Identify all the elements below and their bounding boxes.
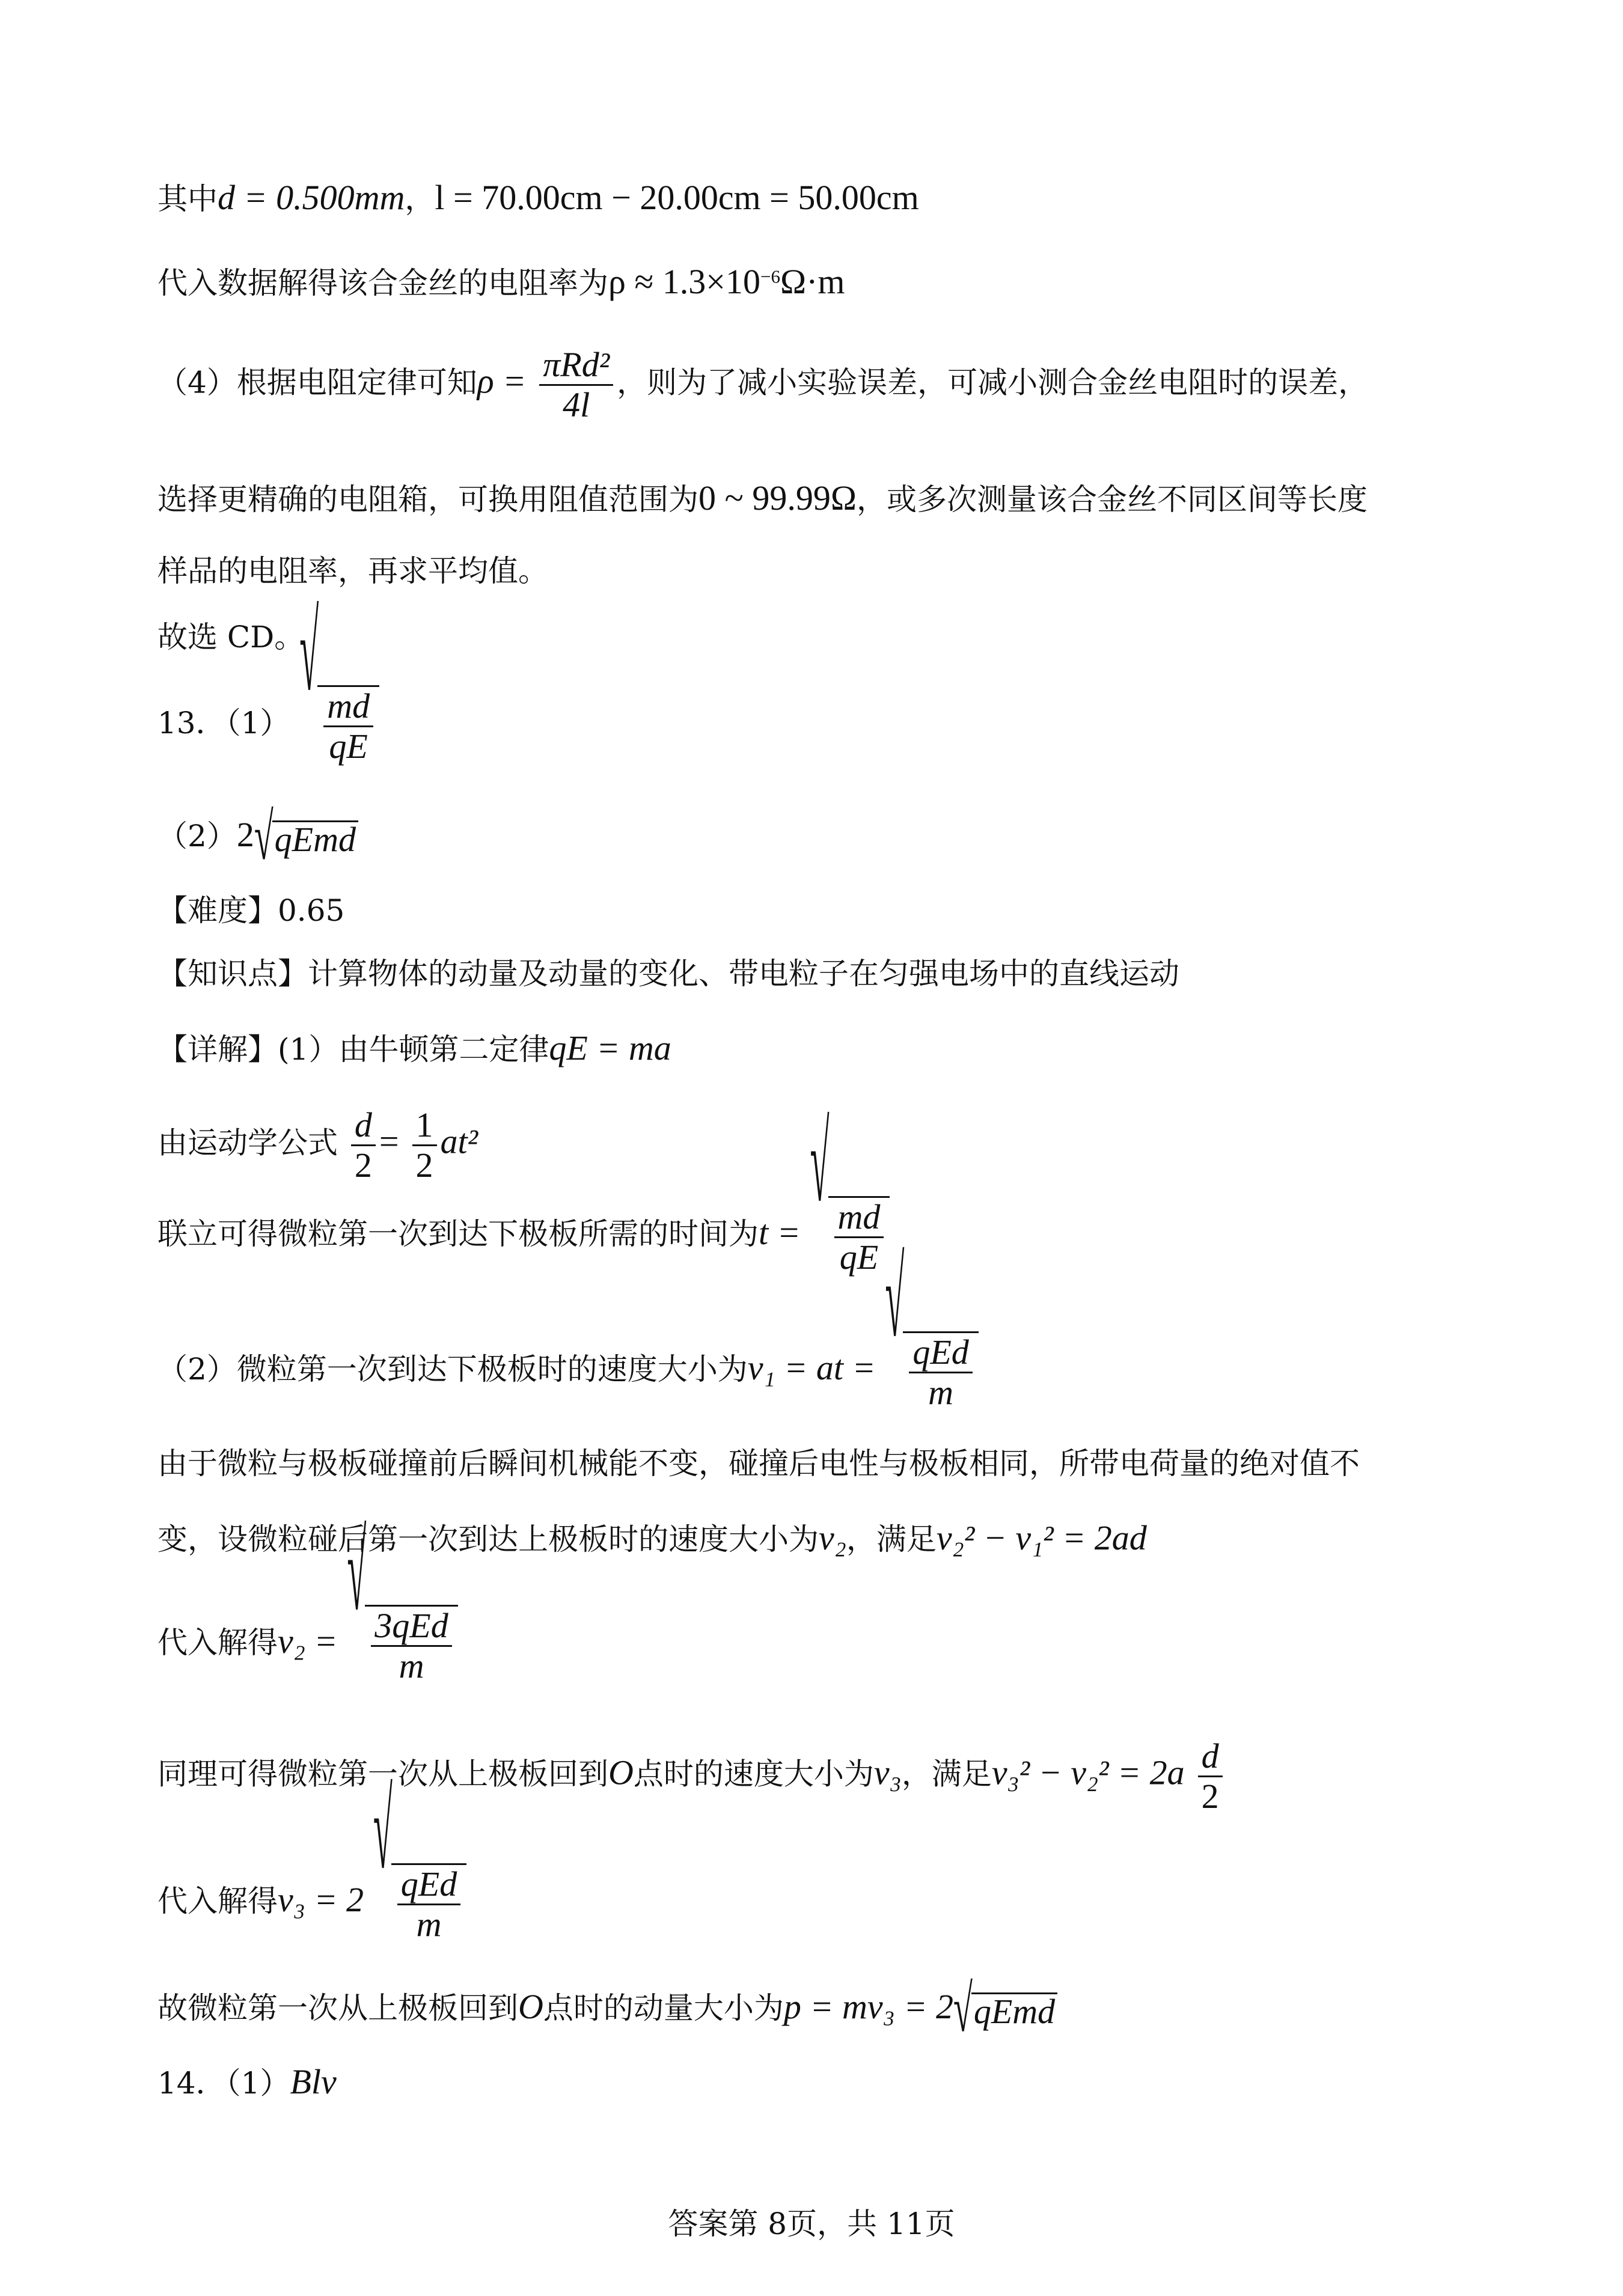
text: 代入解得 bbox=[157, 1883, 278, 1919]
variable: v₃ bbox=[873, 1753, 902, 1792]
text: 样品的电阻率，再求平均值。 bbox=[157, 554, 548, 588]
fraction-half bbox=[412, 1106, 437, 1185]
numerator: qEd bbox=[909, 1333, 972, 1373]
text: 联立可得微粒第一次到达下极板所需的时间为 bbox=[157, 1216, 759, 1251]
text: 同理可得微粒第一次从上极板回到 bbox=[157, 1756, 608, 1792]
line-6 bbox=[157, 620, 305, 655]
text: 代入解得 bbox=[157, 1625, 278, 1660]
text: 【详解】(1）由牛顿第二定律 bbox=[157, 1032, 549, 1067]
sqrt-3qed-m: √ $\frac{\text{3qEd}}{m}$ bbox=[347, 1605, 457, 1685]
numerator: πRd² bbox=[539, 346, 613, 386]
text: 由运动学公式 bbox=[157, 1125, 338, 1161]
numerator: d bbox=[351, 1106, 376, 1146]
numerator: 1 bbox=[412, 1106, 437, 1146]
radicand: qEmd bbox=[971, 1992, 1057, 2029]
fraction-rho bbox=[539, 346, 613, 424]
formula: v₃² − v₂² = 2a bbox=[991, 1753, 1185, 1792]
text: 其中 bbox=[157, 182, 218, 216]
line-15 bbox=[157, 1446, 1360, 1481]
point-o: O bbox=[608, 1753, 634, 1792]
denominator: 4l bbox=[563, 385, 590, 424]
sqrt-qemd: √ qEmd bbox=[254, 820, 358, 857]
line-17 bbox=[157, 1509, 458, 1685]
formula: v₁ = at = bbox=[747, 1348, 876, 1387]
line-16 bbox=[157, 1518, 1147, 1557]
unit: Ω·m bbox=[780, 262, 845, 301]
line-2 bbox=[157, 264, 845, 299]
denominator: m bbox=[928, 1372, 954, 1412]
text: 变，设微粒碰后第一次到达上极板时的速度大小为 bbox=[157, 1522, 819, 1557]
line-10 bbox=[157, 956, 1179, 991]
formula: v₂ = bbox=[278, 1621, 338, 1661]
line-19 bbox=[157, 1767, 466, 1944]
text: 点时的速度大小为 bbox=[633, 1756, 874, 1792]
text: （4）根据电阻定律可知 bbox=[157, 365, 477, 400]
range: 0 ~ 99.99Ω bbox=[698, 478, 857, 518]
text: ，满足 bbox=[901, 1756, 992, 1792]
variable: v₂ bbox=[819, 1518, 846, 1557]
text: ，则为了减小实验误差，可减小测合金丝电阻时的误差， bbox=[617, 365, 1369, 400]
text: 点时的动量大小为 bbox=[543, 1991, 784, 2026]
text: 选择更精确的电阻箱，可换用阻值范围为 bbox=[157, 482, 698, 517]
denominator: qE bbox=[839, 1237, 879, 1277]
text: 13．（1） bbox=[157, 705, 290, 740]
text: ， bbox=[405, 182, 435, 216]
denominator: 2 bbox=[354, 1145, 372, 1185]
line-1 bbox=[157, 180, 919, 215]
numerator: d bbox=[1198, 1737, 1223, 1777]
numerator: qEd bbox=[397, 1865, 460, 1905]
radicand: qEmd bbox=[272, 820, 358, 857]
sqrt-qemd: √ qEmd bbox=[953, 1992, 1057, 2029]
formula: v₃ = 2 bbox=[278, 1879, 364, 1919]
line-14 bbox=[157, 1235, 979, 1412]
formula-rho: ρ ≈ 1.3×10 bbox=[608, 262, 760, 301]
text: （2） bbox=[157, 819, 237, 853]
text: ，满足 bbox=[846, 1522, 937, 1557]
sqrt-qed-m: √ $\frac{\text{qEd}}{m}$ bbox=[373, 1863, 466, 1944]
line-18 bbox=[157, 1737, 1226, 1816]
formula: at² bbox=[440, 1122, 478, 1161]
line-11 bbox=[157, 1028, 671, 1067]
numerator: md bbox=[323, 687, 373, 727]
text: 14．（1） bbox=[157, 2066, 290, 2101]
formula: v₂² − v₁² = 2ad bbox=[936, 1518, 1147, 1557]
line-8 bbox=[157, 799, 358, 873]
formula: Blv bbox=[290, 2062, 337, 2101]
denominator: qE bbox=[329, 726, 368, 766]
exponent: −6 bbox=[760, 266, 780, 287]
text: ，或多次测量该合金丝不同区间等长度 bbox=[856, 482, 1368, 517]
formula: t = bbox=[759, 1212, 801, 1252]
point-o: O bbox=[518, 1987, 543, 2026]
text: 代入数据解得该合金丝的电阻率为 bbox=[157, 266, 608, 301]
sqrt-qed-m: √ $\frac{\text{qEd}}{m}$ bbox=[885, 1331, 979, 1412]
fraction-d2 bbox=[1198, 1737, 1223, 1816]
sqrt-md-qe: √ $\frac{md}{qE}$ bbox=[810, 1196, 890, 1277]
coefficient: 2 bbox=[236, 815, 254, 854]
line-20 bbox=[157, 1971, 1057, 2045]
line-9 bbox=[157, 893, 345, 928]
numerator: 3qEd bbox=[371, 1607, 451, 1647]
formula-d: d = 0.500mm bbox=[218, 178, 405, 217]
denominator: m bbox=[416, 1904, 442, 1944]
text: 故选 CD。 bbox=[157, 620, 305, 655]
text: 【知识点】计算物体的动量及动量的变化、带电粒子在匀强电场中的直线运动 bbox=[157, 956, 1179, 991]
text: 故微粒第一次从上极板回到 bbox=[157, 1991, 518, 2026]
page-footer: 答案第 8页，共 11页 bbox=[668, 2206, 955, 2241]
text: 由于微粒与极板碰撞前后瞬间机械能不变，碰撞后电性与极板相同，所带电荷量的绝对值不 bbox=[157, 1446, 1360, 1481]
line-21 bbox=[157, 2062, 337, 2101]
formula: qE = ma bbox=[549, 1028, 671, 1067]
line-5 bbox=[157, 556, 548, 586]
sqrt-md-qe: √ $\frac{md}{qE}$ bbox=[299, 685, 379, 766]
rho: ρ = bbox=[477, 361, 527, 401]
equals: = bbox=[379, 1122, 399, 1161]
line-3 bbox=[157, 346, 1368, 424]
line-4 bbox=[157, 478, 1368, 518]
denominator: m bbox=[399, 1646, 424, 1685]
fraction-d2 bbox=[351, 1106, 376, 1185]
text: 【难度】0.65 bbox=[157, 893, 345, 928]
formula: p = mv₃ = 2 bbox=[783, 1987, 953, 2026]
text: （2）微粒第一次到达下极板时的速度大小为 bbox=[157, 1351, 748, 1387]
denominator: 2 bbox=[1201, 1776, 1219, 1816]
numerator: md bbox=[834, 1198, 884, 1238]
denominator: 2 bbox=[415, 1145, 433, 1185]
line-12 bbox=[157, 1106, 478, 1185]
formula-l: l = 70.00cm − 20.00cm = 50.00cm bbox=[435, 178, 919, 217]
